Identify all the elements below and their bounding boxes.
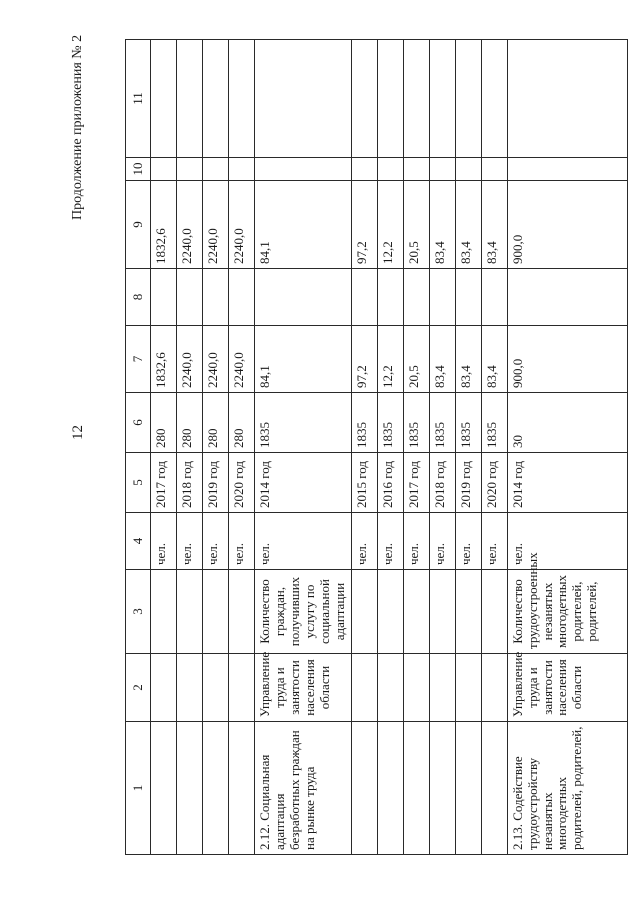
cell-c8 bbox=[429, 269, 455, 326]
cell-c10 bbox=[255, 158, 352, 181]
column-number-5: 5 bbox=[126, 453, 151, 513]
cell-c3 bbox=[403, 570, 429, 654]
cell-c11 bbox=[351, 40, 377, 158]
cell-c6: 280 bbox=[151, 393, 177, 453]
cell-c5: 2016 год bbox=[377, 453, 403, 513]
cell-c9: 20,5 bbox=[403, 181, 429, 269]
cell-c4: чел. bbox=[229, 513, 255, 570]
cell-c11 bbox=[403, 40, 429, 158]
cell-c6: 1835 bbox=[455, 393, 481, 453]
cell-c10 bbox=[507, 158, 627, 181]
cell-c10 bbox=[377, 158, 403, 181]
cell-c7: 83,4 bbox=[481, 326, 507, 393]
cell-c11 bbox=[429, 40, 455, 158]
cell-c1 bbox=[377, 722, 403, 855]
cell-c3 bbox=[481, 570, 507, 654]
cell-c3 bbox=[377, 570, 403, 654]
cell-c4: чел. bbox=[455, 513, 481, 570]
column-number-row bbox=[126, 40, 151, 855]
cell-c1 bbox=[403, 722, 429, 855]
cell-c8 bbox=[229, 269, 255, 326]
cell-c10 bbox=[203, 158, 229, 181]
cell-c11 bbox=[507, 40, 627, 158]
cell-c2: Управление труда и занятости населения области bbox=[507, 654, 627, 722]
column-number-2: 2 bbox=[126, 654, 151, 722]
cell-c8 bbox=[151, 269, 177, 326]
cell-c7: 1832,6 bbox=[151, 326, 177, 393]
appendix-continuation-note: Продолжение приложения № 2 bbox=[70, 34, 85, 220]
cell-c9: 2240,0 bbox=[177, 181, 203, 269]
cell-c8 bbox=[455, 269, 481, 326]
cell-c9: 83,4 bbox=[455, 181, 481, 269]
cell-c6: 1835 bbox=[403, 393, 429, 453]
cell-c4: чел. bbox=[429, 513, 455, 570]
cell-c5: 2018 год bbox=[177, 453, 203, 513]
cell-c11 bbox=[481, 40, 507, 158]
table-row bbox=[151, 40, 177, 855]
column-number-9: 9 bbox=[126, 181, 151, 269]
cell-c8 bbox=[377, 269, 403, 326]
column-number-1: 1 bbox=[126, 722, 151, 855]
table-row bbox=[229, 40, 255, 855]
cell-c4: чел. bbox=[351, 513, 377, 570]
cell-c3 bbox=[455, 570, 481, 654]
cell-c10 bbox=[481, 158, 507, 181]
cell-c1 bbox=[455, 722, 481, 855]
cell-c1: 2.13. Содействие трудоустройству незанятых многодетных родителей, родителей, bbox=[507, 722, 627, 855]
cell-c4: чел. bbox=[377, 513, 403, 570]
cell-c6: 280 bbox=[229, 393, 255, 453]
cell-c3: Количество граждан, получивших услугу по социальной адаптации bbox=[255, 570, 352, 654]
cell-c9: 1832,6 bbox=[151, 181, 177, 269]
column-number-3: 3 bbox=[126, 570, 151, 654]
cell-c11 bbox=[203, 40, 229, 158]
cell-c7: 2240,0 bbox=[229, 326, 255, 393]
cell-c2 bbox=[203, 654, 229, 722]
cell-c4: чел. bbox=[151, 513, 177, 570]
cell-c9: 2240,0 bbox=[203, 181, 229, 269]
column-number-7: 7 bbox=[126, 326, 151, 393]
cell-c2 bbox=[403, 654, 429, 722]
cell-c9: 83,4 bbox=[481, 181, 507, 269]
cell-c7: 2240,0 bbox=[177, 326, 203, 393]
cell-c11 bbox=[255, 40, 352, 158]
cell-c7: 900,0 bbox=[507, 326, 627, 393]
page-number: 12 bbox=[70, 425, 86, 440]
cell-c1 bbox=[177, 722, 203, 855]
cell-c2 bbox=[481, 654, 507, 722]
cell-c2 bbox=[377, 654, 403, 722]
cell-c7: 83,4 bbox=[455, 326, 481, 393]
cell-c3: Количество трудоустроенных незанятых многодетных родителей, родителей, bbox=[507, 570, 627, 654]
cell-c7: 20,5 bbox=[403, 326, 429, 393]
table-row bbox=[481, 40, 507, 855]
cell-c7: 83,4 bbox=[429, 326, 455, 393]
cell-c6: 1835 bbox=[429, 393, 455, 453]
cell-c6: 280 bbox=[177, 393, 203, 453]
cell-c2 bbox=[351, 654, 377, 722]
cell-c3 bbox=[351, 570, 377, 654]
cell-c4: чел. bbox=[255, 513, 352, 570]
cell-c8 bbox=[481, 269, 507, 326]
cell-c8 bbox=[507, 269, 627, 326]
cell-c7: 12,2 bbox=[377, 326, 403, 393]
cell-c8 bbox=[403, 269, 429, 326]
cell-c5: 2017 год bbox=[403, 453, 429, 513]
cell-c4: чел. bbox=[203, 513, 229, 570]
cell-c10 bbox=[429, 158, 455, 181]
cell-c9: 12,2 bbox=[377, 181, 403, 269]
cell-c6: 30 bbox=[507, 393, 627, 453]
column-number-11: 11 bbox=[126, 40, 151, 158]
cell-c2 bbox=[229, 654, 255, 722]
cell-c10 bbox=[403, 158, 429, 181]
cell-c8 bbox=[351, 269, 377, 326]
cell-c10 bbox=[351, 158, 377, 181]
cell-c11 bbox=[455, 40, 481, 158]
cell-c5: 2014 год bbox=[255, 453, 352, 513]
table-row bbox=[255, 40, 352, 855]
appendix-table bbox=[125, 39, 628, 855]
cell-c9: 83,4 bbox=[429, 181, 455, 269]
cell-c1 bbox=[229, 722, 255, 855]
table-row bbox=[203, 40, 229, 855]
rotated-table-container bbox=[125, 40, 600, 855]
cell-c6: 1835 bbox=[481, 393, 507, 453]
cell-c6: 280 bbox=[203, 393, 229, 453]
cell-c2 bbox=[151, 654, 177, 722]
cell-c10 bbox=[455, 158, 481, 181]
cell-c5: 2020 год bbox=[229, 453, 255, 513]
cell-c9: 97,2 bbox=[351, 181, 377, 269]
cell-c3 bbox=[151, 570, 177, 654]
table-row bbox=[351, 40, 377, 855]
cell-c10 bbox=[177, 158, 203, 181]
column-number-8: 8 bbox=[126, 269, 151, 326]
cell-c7: 84,1 bbox=[255, 326, 352, 393]
column-number-6: 6 bbox=[126, 393, 151, 453]
table-row bbox=[455, 40, 481, 855]
cell-c8 bbox=[203, 269, 229, 326]
cell-c2 bbox=[177, 654, 203, 722]
cell-c2 bbox=[429, 654, 455, 722]
cell-c11 bbox=[377, 40, 403, 158]
cell-c5: 2015 год bbox=[351, 453, 377, 513]
cell-c8 bbox=[177, 269, 203, 326]
cell-c9: 84,1 bbox=[255, 181, 352, 269]
cell-c9: 900,0 bbox=[507, 181, 627, 269]
cell-c1: 2.12. Социальная адаптация безработных граждан на рынке труда bbox=[255, 722, 352, 855]
cell-c11 bbox=[151, 40, 177, 158]
cell-c7: 97,2 bbox=[351, 326, 377, 393]
cell-c1 bbox=[351, 722, 377, 855]
cell-c6: 1835 bbox=[255, 393, 352, 453]
table-row bbox=[429, 40, 455, 855]
cell-c6: 1835 bbox=[351, 393, 377, 453]
cell-c2 bbox=[455, 654, 481, 722]
table-row bbox=[177, 40, 203, 855]
table-row bbox=[377, 40, 403, 855]
cell-c3 bbox=[177, 570, 203, 654]
cell-c1 bbox=[429, 722, 455, 855]
table-row bbox=[507, 40, 627, 855]
cell-c10 bbox=[151, 158, 177, 181]
cell-c5: 2019 год bbox=[455, 453, 481, 513]
cell-c2: Управление труда и занятости населения области bbox=[255, 654, 352, 722]
cell-c6: 1835 bbox=[377, 393, 403, 453]
cell-c1 bbox=[203, 722, 229, 855]
cell-c5: 2014 год bbox=[507, 453, 627, 513]
cell-c3 bbox=[429, 570, 455, 654]
cell-c5: 2020 год bbox=[481, 453, 507, 513]
cell-c3 bbox=[203, 570, 229, 654]
cell-c8 bbox=[255, 269, 352, 326]
cell-c4: чел. bbox=[177, 513, 203, 570]
cell-c1 bbox=[151, 722, 177, 855]
table-row bbox=[403, 40, 429, 855]
column-number-4: 4 bbox=[126, 513, 151, 570]
cell-c1 bbox=[481, 722, 507, 855]
cell-c7: 2240,0 bbox=[203, 326, 229, 393]
cell-c4: чел. bbox=[507, 513, 627, 570]
cell-c10 bbox=[229, 158, 255, 181]
cell-c11 bbox=[229, 40, 255, 158]
cell-c5: 2019 год bbox=[203, 453, 229, 513]
cell-c5: 2017 год bbox=[151, 453, 177, 513]
cell-c3 bbox=[229, 570, 255, 654]
cell-c11 bbox=[177, 40, 203, 158]
cell-c4: чел. bbox=[481, 513, 507, 570]
column-number-10: 10 bbox=[126, 158, 151, 181]
cell-c5: 2018 год bbox=[429, 453, 455, 513]
cell-c4: чел. bbox=[403, 513, 429, 570]
cell-c9: 2240,0 bbox=[229, 181, 255, 269]
